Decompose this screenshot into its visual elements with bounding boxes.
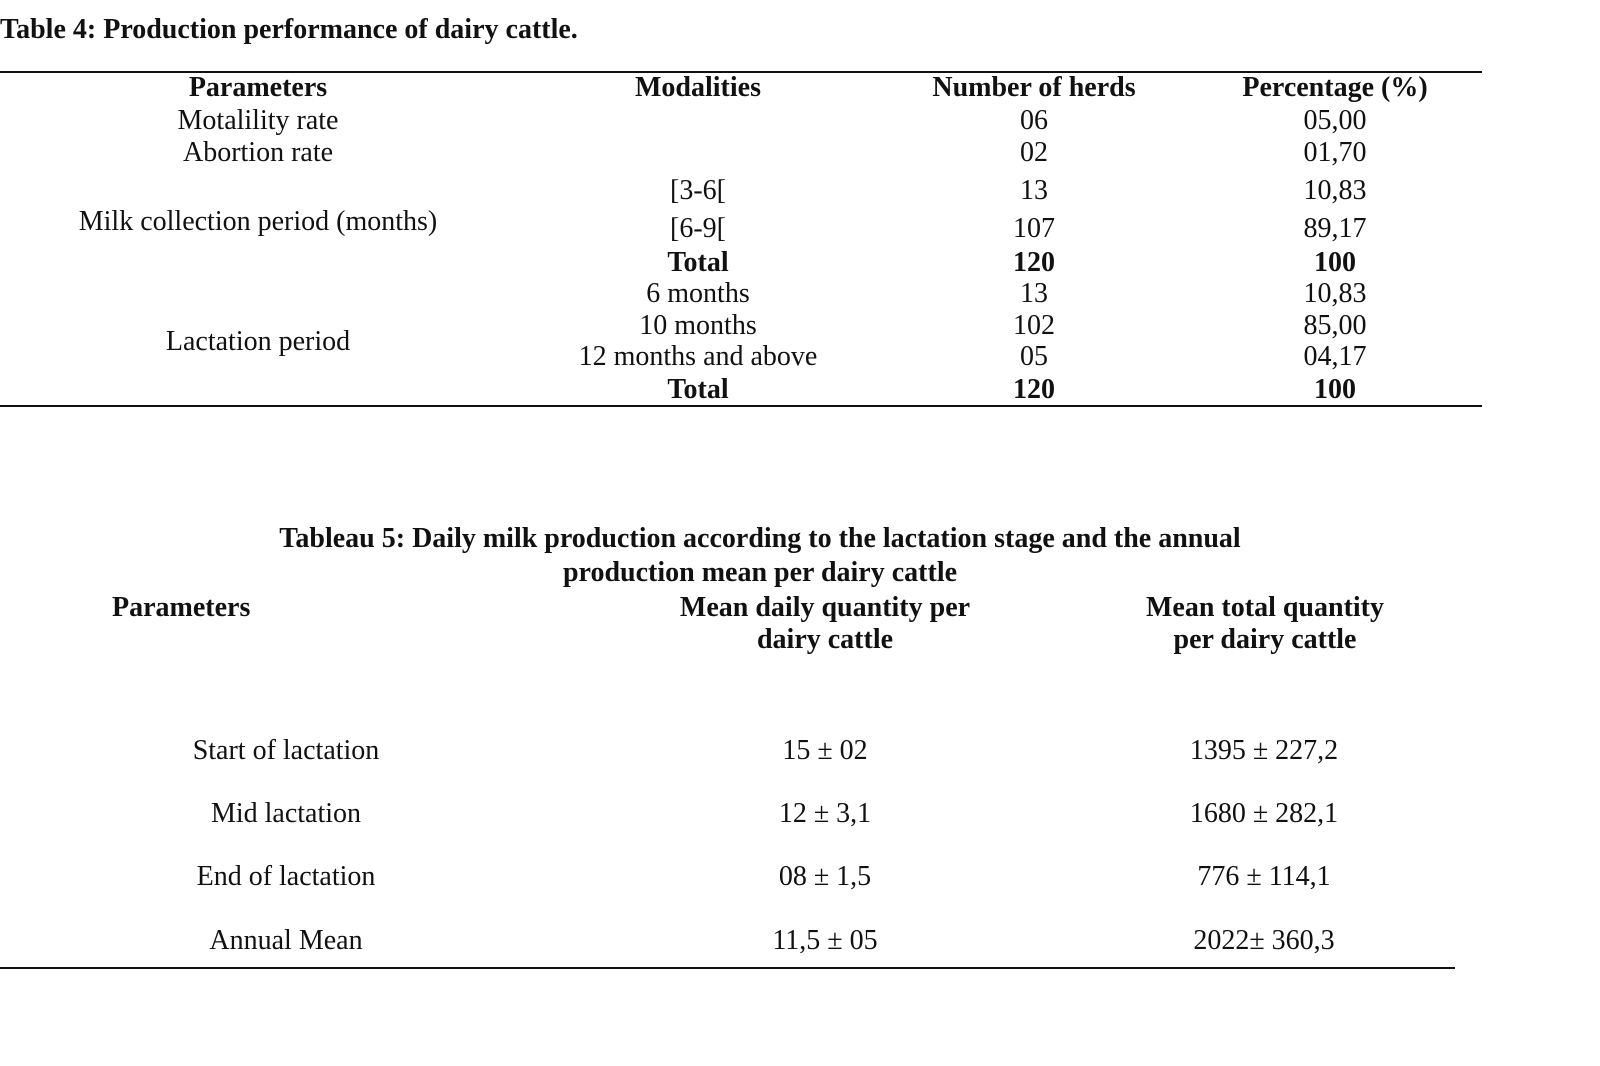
table4-lactation-row-modality: 6 months [646, 278, 750, 309]
table4-header-modalities: Modalities [635, 72, 761, 103]
table4-milk-total-percentage: 100 [1314, 247, 1356, 278]
table4-lactation-row-modality: 10 months [639, 310, 757, 341]
table5-row-total: 2022± 360,3 [1193, 925, 1335, 956]
table5-header-total-line2: per dairy cattle [1173, 624, 1357, 655]
table5-row-daily: 08 ± 1,5 [778, 861, 872, 892]
table4-header-percentage: Percentage (%) [1242, 72, 1428, 103]
table4-lactation-row-herds: 13 [1020, 278, 1048, 309]
table5-bottom-rule [0, 967, 1455, 969]
table4-milk-row-modality: [3-6[ [670, 175, 726, 206]
table4-milk-collection-label: Milk collection period (months) [78, 206, 438, 237]
table5-row-parameter: Annual Mean [209, 925, 363, 956]
table5-row-total: 1395 ± 227,2 [1189, 735, 1339, 766]
table4-lactation-row-percentage: 85,00 [1303, 310, 1367, 341]
table4-lactation-row-herds: 05 [1020, 341, 1048, 372]
table5-row-total: 776 ± 114,1 [1197, 861, 1331, 892]
table4-caption: Table 4: Production performance of dairy cattle. [0, 14, 578, 45]
table5-header-daily [600, 592, 1050, 656]
table4-lactation-row-percentage: 04,17 [1303, 341, 1367, 372]
table4-lactation-total-herds: 120 [1013, 374, 1055, 405]
table5-caption-line1: Tableau 5: Daily milk production according to the lactation stage and the annual [279, 523, 1241, 554]
table4-abortion-percentage: 01,70 [1303, 137, 1367, 168]
table5-header-total [1060, 592, 1470, 656]
table4-header-parameters: Parameters [188, 72, 328, 103]
table4-lactation-row-percentage: 10,83 [1303, 278, 1367, 309]
table4-lactation-total-percentage: 100 [1314, 374, 1356, 405]
table5-row-parameter: Start of lactation [192, 735, 380, 766]
table4-milk-row-percentage: 10,83 [1303, 175, 1367, 206]
table4-mortality-herds: 06 [1020, 105, 1048, 136]
table5-row-parameter: End of lactation [196, 861, 376, 892]
table4-milk-total-label: Total [667, 247, 729, 278]
table4-mortality-label: Motalility rate [177, 105, 339, 136]
table4-abortion-herds: 02 [1020, 137, 1048, 168]
table4-milk-total-herds: 120 [1013, 247, 1055, 278]
table4-milk-row-modality: [6-9[ [670, 213, 726, 244]
table4-milk-row-percentage: 89,17 [1303, 213, 1367, 244]
table5-row-daily: 12 ± 3,1 [778, 798, 872, 829]
table5-header-parameters: Parameters [112, 592, 251, 623]
table5-row-parameter: Mid lactation [210, 798, 362, 829]
table4-abortion-label: Abortion rate [182, 137, 334, 168]
table4-lactation-row-modality: 12 months and above [578, 341, 818, 372]
table5-row-daily: 15 ± 02 [782, 735, 868, 766]
table5-header-daily-line2: dairy cattle [756, 624, 894, 655]
table5-row-daily: 11,5 ± 05 [772, 925, 878, 956]
table5-header-total-line1: Mean total quantity [1146, 592, 1384, 623]
table4-lactation-total-label: Total [667, 374, 729, 405]
table5-caption [80, 522, 1440, 590]
table5-row-total: 1680 ± 282,1 [1189, 798, 1339, 829]
table4-milk-row-herds: 13 [1020, 175, 1048, 206]
table4-lactation-label: Lactation period [165, 326, 351, 357]
table5-caption-line2: production mean per dairy cattle [562, 557, 958, 588]
table4-bottom-rule [0, 405, 1482, 407]
table4-lactation-row-herds: 102 [1013, 310, 1055, 341]
table4-mortality-percentage: 05,00 [1303, 105, 1367, 136]
table5-header-daily-line1: Mean daily quantity per [679, 592, 971, 623]
table4-header-herds: Number of herds [932, 72, 1136, 103]
table4-milk-row-herds: 107 [1013, 213, 1055, 244]
